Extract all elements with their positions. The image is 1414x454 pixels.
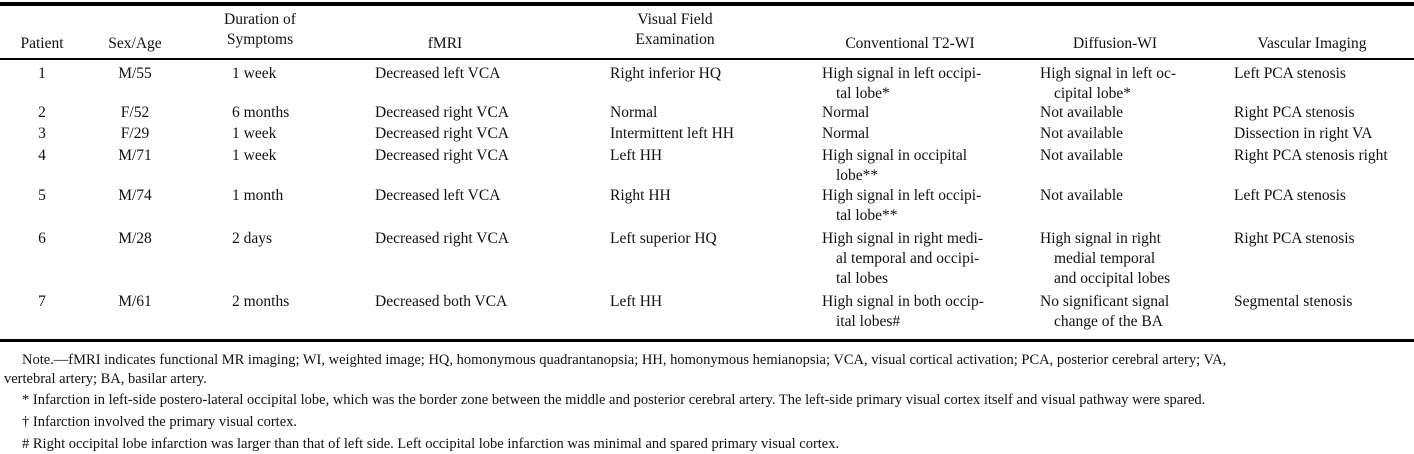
header-fmri: fMRI: [427, 35, 463, 52]
cell-t2: [822, 64, 1022, 104]
header-visual-field: [600, 10, 750, 50]
cell-duration: 1 month: [232, 187, 284, 204]
cell-t2: [822, 146, 1022, 186]
cell-line: High signal in left oc-: [1040, 65, 1177, 82]
cell-fmri: Decreased right VCA: [375, 104, 510, 121]
cell-vascular: Left PCA stenosis: [1234, 187, 1346, 204]
cell-patient: 2: [38, 104, 46, 121]
cell-patient: 1: [38, 65, 46, 82]
cell-line: Not available: [1040, 187, 1124, 204]
cell-duration: 2 months: [232, 293, 290, 310]
cell-vascular: Segmental stenosis: [1234, 293, 1353, 310]
cell-visual: Normal: [610, 104, 658, 121]
cell-visual: Left HH: [610, 147, 663, 164]
cell-dwi: [1040, 146, 1230, 166]
cell-sex-age: M/55: [118, 65, 152, 82]
cell-t2: [822, 103, 1022, 123]
cell-patient: 6: [38, 230, 46, 247]
cell-visual: Left HH: [610, 293, 663, 310]
header-visual-line1: Visual Field: [637, 11, 713, 28]
cell-line: Normal: [822, 125, 870, 142]
cell-fmri: Decreased right VCA: [375, 147, 510, 164]
cell-line: change of the BA: [1054, 313, 1163, 330]
header-vascular: Vascular Imaging: [1257, 35, 1367, 52]
table-bottom-rule: [0, 339, 1414, 342]
cell-dwi: [1040, 229, 1230, 289]
cell-patient: 5: [38, 187, 46, 204]
header-diffusion: Diffusion-WI: [1072, 35, 1158, 52]
cell-line: Not available: [1040, 104, 1124, 121]
cell-sex-age: F/29: [120, 125, 150, 142]
note-abbreviations-line1: Note.—fMRI indicates functional MR imaging; WI, weighted image; HQ, homonymous quadrantanopsia; HH, homonymous hemianopsia; VCA, visual cortical activation; PCA, posterior cerebral artery; VA,: [22, 352, 1227, 368]
cell-sex-age: M/74: [118, 187, 152, 204]
cell-visual: Right HH: [610, 187, 671, 204]
header-sex-age: Sex/Age: [108, 35, 162, 52]
note-dagger: † Infarction involved the primary visual cortex.: [22, 414, 298, 430]
table-top-rule: [0, 2, 1414, 6]
cell-line: High signal in left occipi-: [822, 65, 982, 82]
cell-vascular: Right PCA stenosis: [1234, 230, 1355, 247]
cell-line: High signal in both occip-: [822, 293, 984, 310]
cell-fmri: Decreased left VCA: [375, 187, 501, 204]
cell-dwi: [1040, 103, 1230, 123]
cell-line: High signal in left occipi-: [822, 187, 982, 204]
cell-dwi: [1040, 124, 1230, 144]
cell-line: High signal in right medi-: [822, 230, 984, 247]
cell-visual: Right inferior HQ: [610, 65, 722, 82]
cell-line: ital lobes#: [836, 313, 901, 330]
cell-sex-age: M/61: [118, 293, 152, 310]
cell-patient: 3: [38, 125, 46, 142]
header-duration: [200, 10, 320, 50]
cell-dwi: [1040, 64, 1230, 104]
cell-fmri: Decreased right VCA: [375, 230, 510, 247]
cell-visual: Left superior HQ: [610, 230, 717, 247]
cell-duration: 1 week: [232, 125, 277, 142]
cell-fmri: Decreased right VCA: [375, 125, 510, 142]
cell-visual: Intermittent left HH: [610, 125, 734, 142]
cell-sex-age: F/52: [120, 104, 150, 121]
cell-line: No significant signal: [1040, 293, 1170, 310]
note-star: * Infarction in left-side postero-lateral occipital lobe, which was the border zone between the middle and posterior cerebral artery. The left-side primary visual cortex itself and visual pathway were spared.: [22, 392, 1206, 408]
cell-patient: 7: [38, 293, 46, 310]
cell-duration: 6 months: [232, 104, 290, 121]
note-abbreviations-line2: vertebral artery; BA, basilar artery.: [4, 371, 207, 387]
cell-line: medial temporal: [1054, 250, 1156, 267]
table-header-rule: [0, 58, 1414, 60]
cell-duration: 2 days: [232, 230, 273, 247]
cell-vascular: Left PCA stenosis: [1234, 65, 1346, 82]
header-visual-line2: Examination: [635, 31, 715, 48]
cell-line: and occipital lobes: [1054, 270, 1171, 287]
cell-patient: 4: [38, 147, 46, 164]
cell-vascular: Right PCA stenosis right: [1234, 147, 1388, 164]
header-duration-line2: Symptoms: [226, 31, 294, 48]
note-hash: # Right occipital lobe infarction was larger than that of left side. Left occipital lobe infarction was minimal and spared primary visual cortex.: [22, 436, 840, 452]
cell-vascular: Right PCA stenosis: [1234, 104, 1355, 121]
cell-t2: [822, 229, 1022, 289]
cell-line: High signal in right: [1040, 230, 1161, 247]
header-t2: Conventional T2-WI: [845, 35, 975, 52]
cell-sex-age: M/71: [118, 147, 152, 164]
cell-line: High signal in occipital: [822, 147, 968, 164]
cell-dwi: [1040, 186, 1230, 206]
cell-fmri: Decreased both VCA: [375, 293, 508, 310]
cell-t2: [822, 292, 1022, 332]
cell-line: Normal: [822, 104, 870, 121]
cell-t2: [822, 124, 1022, 144]
cell-fmri: Decreased left VCA: [375, 65, 501, 82]
header-patient: Patient: [20, 35, 64, 52]
cell-line: lobe**: [836, 167, 879, 184]
cell-sex-age: M/28: [118, 230, 152, 247]
cell-t2: [822, 186, 1022, 226]
cell-duration: 1 week: [232, 65, 277, 82]
cell-vascular: Dissection in right VA: [1234, 125, 1373, 142]
cell-line: tal lobes: [836, 270, 889, 287]
cell-dwi: [1040, 292, 1230, 332]
cell-line: tal lobe**: [836, 207, 898, 224]
cell-line: Not available: [1040, 147, 1124, 164]
cell-line: cipital lobe*: [1054, 85, 1132, 102]
cell-duration: 1 week: [232, 147, 277, 164]
header-duration-line1: Duration of: [224, 11, 296, 28]
cell-line: Not available: [1040, 125, 1124, 142]
cell-line: tal lobe*: [836, 85, 890, 102]
cell-line: al temporal and occipi-: [836, 250, 980, 267]
